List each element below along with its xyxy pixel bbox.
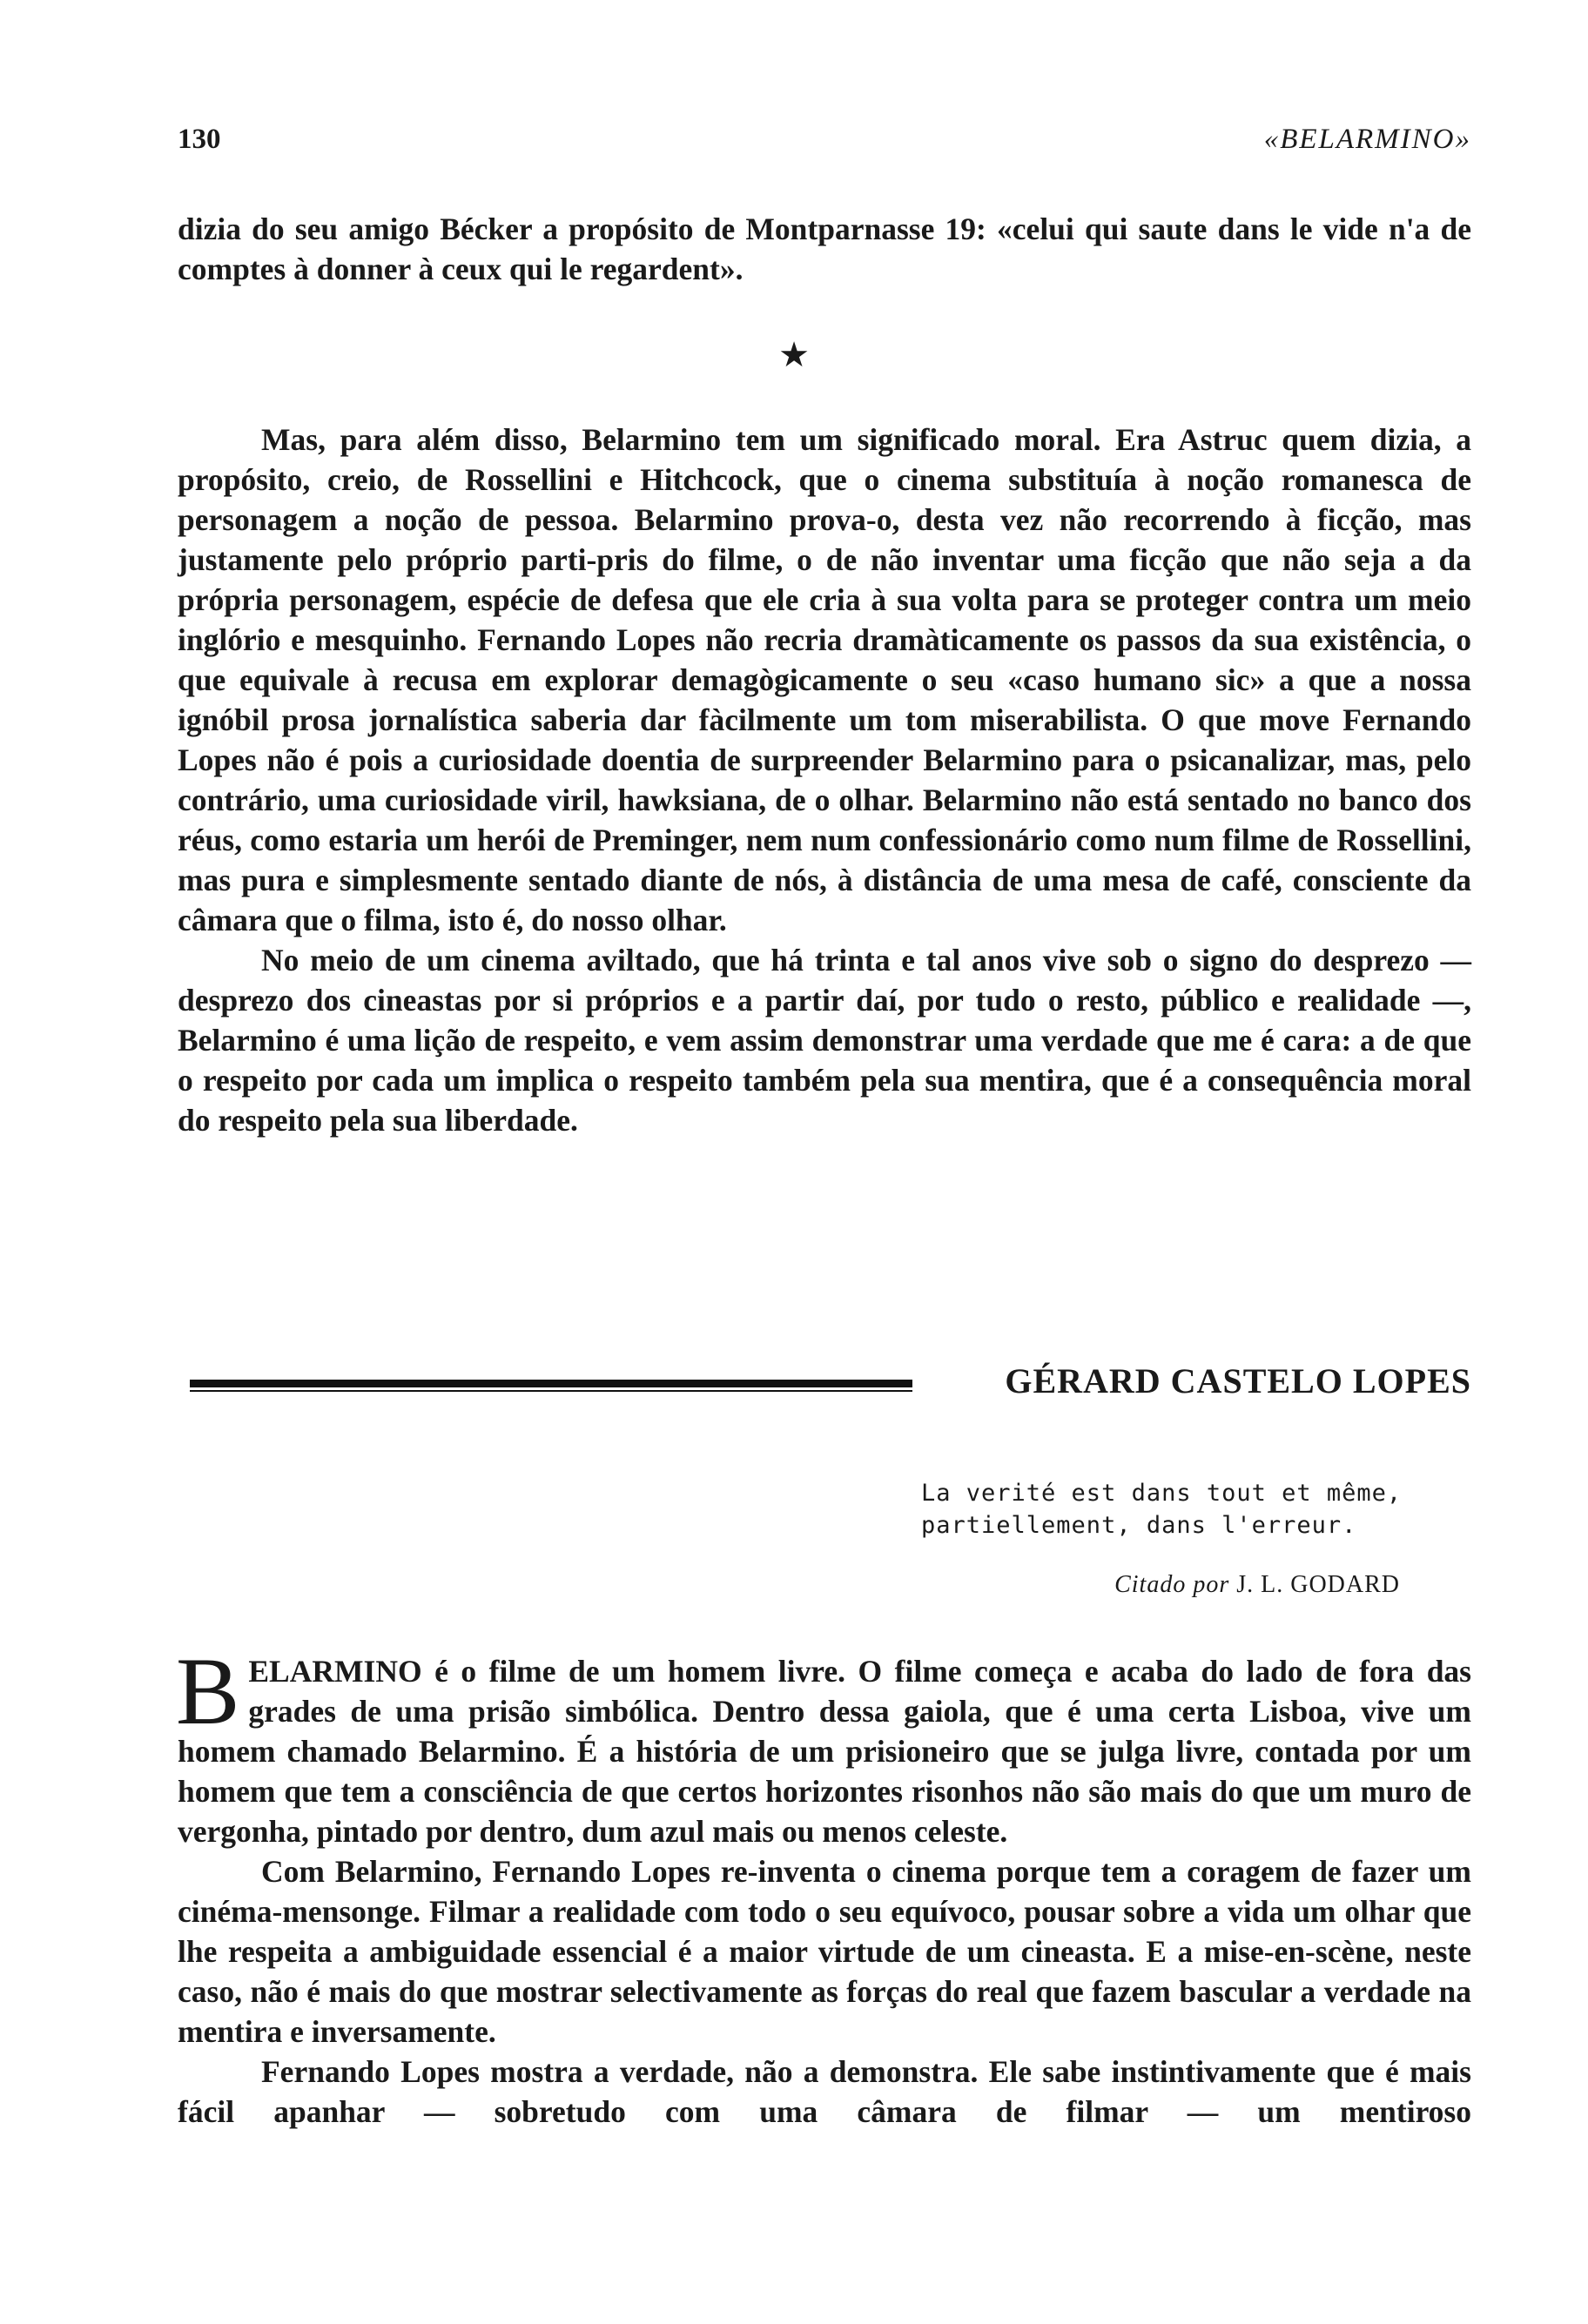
epigraph-citation (1114, 1571, 1400, 1599)
continuation-block (178, 209, 1471, 289)
paragraph: Mas, para além disso, Belarmino tem um significado moral. Era Astruc quem dizia, a propósito, creio, de Rossellini e Hitchcock, que o cinema substituía à noção romanesca de personagem a noção de pessoa. Belarmino prova-o, desta vez não recorrendo à ficção, mas justamente pelo próprio parti-pris do filme, o de não inventar uma ficção que não seja a da própria personagem, espécie de defesa que ele cria à sua volta para se proteger contra um meio inglório e mesquinho. Fernando Lopes não recria dramàticamente os passos da sua existência, o que equivale à recusa em explorar demagògicamente o seu «caso humano sic» a que a nossa ignóbil prosa jornalística saberia dar fàcilmente um tom miserabilista. O que move Fernando Lopes não é pois a curiosidade doentia de surpreender Belarmino para o psicanalizar, mas, pelo contrário, uma curiosidade viril, hawksiana, de o olhar. Belarmino não está sentado no banco dos réus, como estaria um herói de Preminger, nem num confessionário como num filme de Rossellini, mas pura e simplesmente sentado diante de nós, à distância de uma mesa de café, consciente da câmara que o filma, isto é, do nosso olhar. (178, 422, 1471, 937)
star-separator-icon: ★ (778, 335, 810, 374)
section-divider-rule (190, 1380, 912, 1387)
paragraph: Com Belarmino, Fernando Lopes re-inventa o cinema porque tem a coragem de fazer um cinéma-mensonge. Filmar a realidade com todo o seu equívoco, pousar sobre a vida um olhar que lhe respeita a ambiguidade essencial é a maior virtude de um cineasta. E a mise-en-scène, neste caso, não é mais do que mostrar selectivamente as forças do real que fazem bascular a verdade na mentira e inversamente. (178, 1854, 1471, 2049)
page-number: 130 (178, 124, 221, 155)
paragraph: No meio de um cinema aviltado, que há trinta e tal anos vive sob o signo do desprezo — desprezo dos cineastas por si próprios e a partir daí, por tudo o resto, público e realidade —, Belarmino é uma lição de respeito, e vem assim demonstrar uma verdade que me é cara: a de que o respeito por cada um implica o respeito também pela sua mentira, que é a consequência moral do respeito pela sua liberdade. (178, 943, 1471, 1138)
opening-paragraph (176, 1638, 1471, 1851)
running-title: «BELARMINO» (1263, 124, 1471, 155)
author-heading: GÉRARD CASTELO LOPES (1005, 1361, 1471, 1400)
section1-body (178, 420, 1471, 1140)
section2-body (176, 1638, 1471, 2132)
epigraph: La verité est dans tout et même, partiellement, dans l'erreur. (921, 1480, 1403, 1539)
continuation-paragraph: dizia do seu amigo Bécker a propósito de Montparnasse 19: «celui qui saute dans le vide n'a de comptes à donner à ceux qui le regardent». (178, 212, 1471, 286)
opening-paragraph-text: ELARMINO é o filme de um homem livre. O filme começa e acaba do lado de fora das grades de uma prisão simbólica. Dentro dessa gaiola, que é uma certa Lisboa, vive um homem chamado Belarmino. É a história de um prisioneiro que se julga livre, contada por um homem que tem a consciência de que certos horizontes risonhos não são mais do que um muro de vergonha, pintado por dentro, dum azul mais ou menos celeste. (178, 1654, 1471, 1849)
paragraph: Fernando Lopes mostra a verdade, não a demonstra. Ele sabe instintivamente que é mais fácil apanhar — sobretudo com uma câmara de filmar — um mentiroso (178, 2054, 1471, 2129)
drop-cap: B (176, 1638, 240, 1744)
citation-prefix: Citado por (1114, 1571, 1230, 1598)
citation-name: J. L. GODARD (1236, 1571, 1400, 1598)
